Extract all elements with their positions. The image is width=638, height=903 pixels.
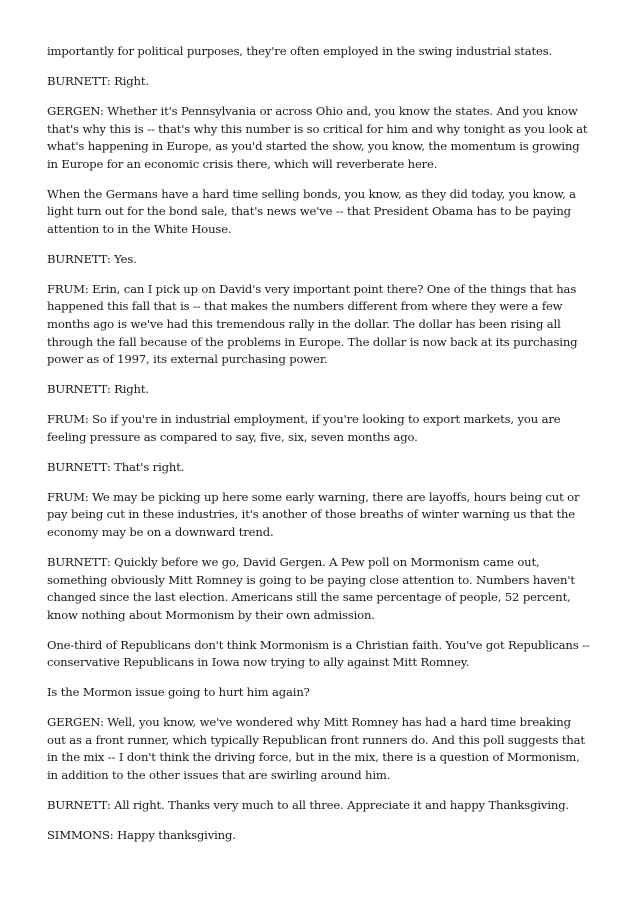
transcript-page	[47, 43, 593, 857]
transcript-paragraph: GERGEN: Whether it's Pennsylvania or across Ohio and, you know the states. And you know that's why this is -- that's why this number is so critical for him and why tonight as you look at what's happening in Europe, as you'd started the show, you know, the momentum is growing in Europe for an economic crisis there, which will reverberate here.	[47, 103, 588, 171]
transcript-paragraph: When the Germans have a hard time selling bonds, you know, as they did today, you know, a light turn out for the bond sale, that's news we've -- that President Obama has to be paying attention to in the White House.	[47, 186, 576, 236]
transcript-paragraph: One-third of Republicans don't think Mormonism is a Christian faith. You've got Republicans -- conservative Republicans in Iowa now trying to ally against Mitt Romney.	[47, 637, 590, 670]
transcript-paragraph: BURNETT: Right.	[47, 382, 149, 397]
transcript-paragraph: GERGEN: Well, you know, we've wondered why Mitt Romney has had a hard time breaking out as a front runner, which typically Republican front runners do. And this poll suggests that in the mix -- I don't think the driving force, but in the mix, there is a question of Mormonism, in addition to the other issues that are swirling around him.	[47, 715, 585, 783]
transcript-paragraph: FRUM: So if you're in industrial employment, if you're looking to export markets, you are feeling pressure as compared to say, five, six, seven months ago.	[47, 412, 561, 444]
transcript-paragraph: importantly for political purposes, they're often employed in the swing industrial states.	[47, 44, 553, 58]
transcript-paragraph: BURNETT: That's right.	[47, 459, 185, 474]
transcript-paragraph: BURNETT: All right. Thanks very much to all three. Appreciate it and happy Thanksgiving.	[47, 798, 570, 813]
transcript-paragraph: SIMMONS: Happy thanksgiving.	[47, 828, 236, 843]
transcript-paragraph: BURNETT: Yes.	[47, 251, 137, 266]
transcript-paragraph: BURNETT: Quickly before we go, David Gergen. A Pew poll on Mormonism came out, something obviously Mitt Romney is going to be paying close attention to. Numbers haven't changed since the last election. Americans still the same percentage of people, 52 percent, know nothing about Mormonism by their own admission.	[47, 554, 575, 622]
transcript-paragraph: BURNETT: Right.	[47, 73, 149, 88]
transcript-paragraph: FRUM: We may be picking up here some early warning, there are layoffs, hours being cut or pay being cut in these industries, it's another of those breaths of winter warning us that the economy may be on a downward trend.	[47, 489, 580, 539]
transcript-paragraph: Is the Mormon issue going to hurt him again?	[47, 685, 310, 700]
transcript-paragraph: FRUM: Erin, can I pick up on David's very important point there? One of the things that has happened this fall that is -- that makes the numbers different from where they were a few months ago is we've had this tremendous rally in the dollar. The dollar has been rising all through the fall because of the problems in Europe. The dollar is now back at its purchasing power as of 1997, its external purchasing power.	[47, 281, 578, 367]
